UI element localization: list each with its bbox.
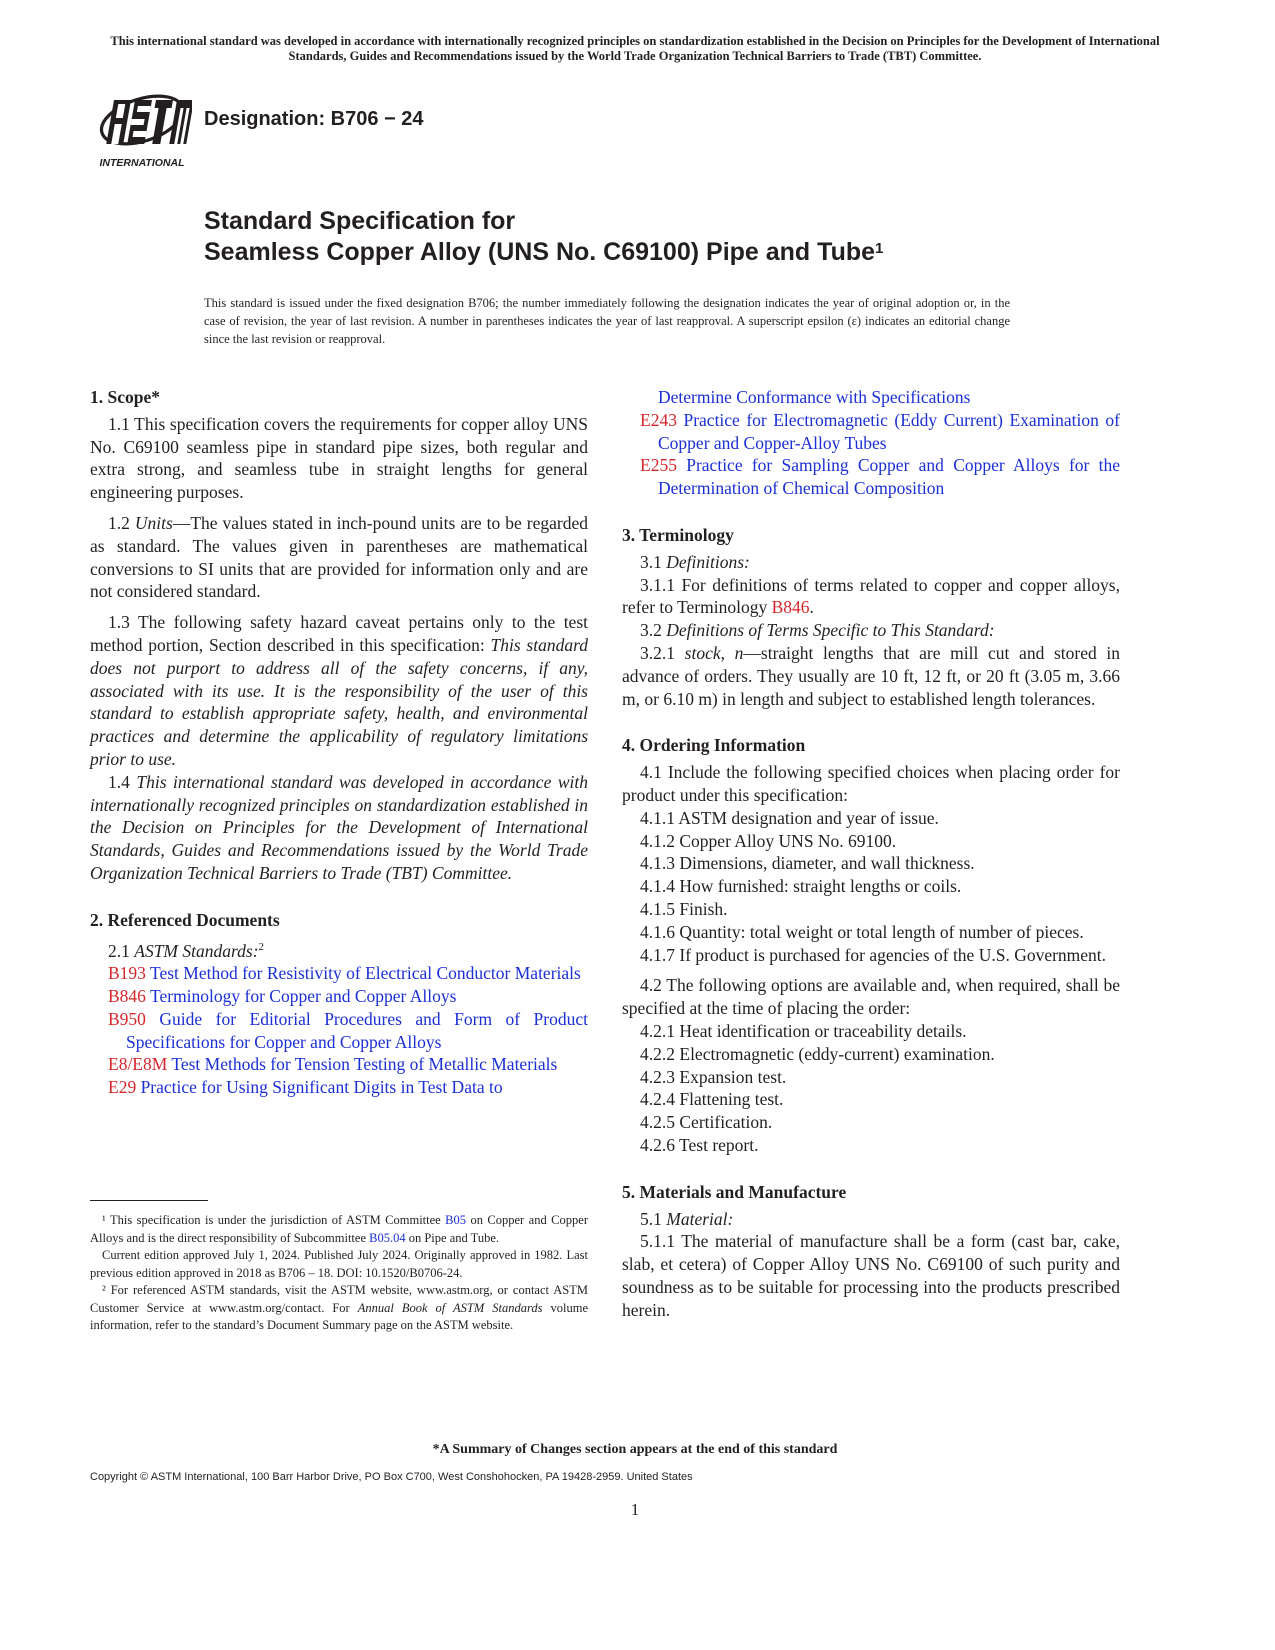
para-1-3: 1.3 The following safety hazard caveat pertains only to the test method portion, Section described in this specification: This standard does not purport to address all of the safety concerns, if any, associated with its use. It is the responsibility of the user of this standard to establish appropriate safety, health, and environmental practices and determine the applicability of regulatory limitations prior to use. xyxy=(90,612,588,769)
committee-link[interactable]: B05 xyxy=(445,1213,467,1227)
title-line-1: Standard Specification for xyxy=(204,207,516,235)
list-item: 4.2.4 Flattening test. xyxy=(640,1089,784,1110)
footnote-divider xyxy=(90,1200,208,1201)
list-item: 4.2.6 Test report. xyxy=(640,1134,759,1155)
footnotes xyxy=(90,1212,588,1335)
section-2-heading: 2. Referenced Documents xyxy=(90,909,280,930)
para-3-1-1: 3.1.1 For definitions of terms related to copper and copper alloys, refer to Terminology B846. xyxy=(622,574,1120,618)
para-5-1-1: 5.1.1 The material of manufacture shall be a form (cast bar, cake, slab, et cetera) of Copper Alloy UNS No. C69100 of such purity and soundness as to be suitable for processing into the products prescribed herein. xyxy=(622,1231,1120,1320)
section-5-heading: 5. Materials and Manufacture xyxy=(622,1181,847,1202)
international-standard-notice: This international standard was developed in accordance with internationally recognized principles on standardization established in the Decision on Principles for the Development of International Standards, Guides and Recommendations issued by the World Trade Organization Technical Barriers to Trade (TBT) Committee. xyxy=(110,34,1160,63)
ref-e243[interactable]: E243 Practice for Electromagnetic (Eddy Current) Examination of Copper and Copper-Alloy Tubes xyxy=(640,409,1120,453)
section-3-heading: 3. Terminology xyxy=(622,524,734,545)
right-column xyxy=(622,386,1120,1321)
footnote-2: ² For referenced ASTM standards, visit the ASTM website, www.astm.org, or contact ASTM Customer Service at www.astm.org/contact. For Annual Book of ASTM Standards volume information, refer to the standard’s Document Summary page on the ASTM website. xyxy=(90,1283,589,1332)
issuance-statement: This standard is issued under the fixed designation B706; the number immediately following the designation indicates the year of original adoption or, in the case of revision, the year of last revision. A number in parentheses indicates the year of last reapproval. A superscript epsilon (ε) indicates an editorial change since the last revision or reapproval. xyxy=(204,296,1010,346)
title-line-2: Seamless Copper Alloy (UNS No. C69100) Pipe and Tube$^1$ xyxy=(204,238,884,266)
para-3-2: 3.2 Definitions of Terms Specific to This Standard: xyxy=(640,620,995,641)
list-item: 4.1.1 ASTM designation and year of issue. xyxy=(640,807,939,828)
ref-b193[interactable]: B193 Test Method for Resistivity of Electrical Conductor Materials xyxy=(108,963,581,984)
para-3-2-1: 3.2.1 stock, n—straight lengths that are mill cut and stored in advance of orders. They usually are 10 ft, 12 ft, or 20 ft (3.05 m, 3.66 m, or 6.10 m) in length and subject to established length tolerances. xyxy=(622,642,1121,709)
ref-b846[interactable]: B846 Terminology for Copper and Copper Alloys xyxy=(108,985,457,1006)
ref-e29-continued[interactable]: Determine Conformance with Specifications xyxy=(658,387,971,407)
list-item: 4.2.1 Heat identification or traceability details. xyxy=(640,1020,967,1041)
subcommittee-link[interactable]: B05.04 xyxy=(369,1230,406,1245)
para-3-1: 3.1 Definitions: xyxy=(640,551,750,572)
copyright-line: Copyright © ASTM International, 100 Barr Harbor Drive, PO Box C700, West Conshohocken, PA 19428-2959. United States xyxy=(90,1471,693,1483)
ref-e29[interactable]: E29 Practice for Using Significant Digits in Test Data to xyxy=(108,1077,503,1098)
para-1-4: 1.4 This international standard was developed in accordance with internationally recognized principles on standardization established in the Decision on Principles for the Development of International Standards, Guides and Recommendations issued by the World Trade Organization Technical Barriers to Trade (TBT) Committee. xyxy=(90,771,589,883)
page-number: 1 xyxy=(630,1500,640,1519)
list-item: 4.2.3 Expansion test. xyxy=(640,1066,787,1087)
para-1-2: 1.2 Units—The values stated in inch-pound units are to be regarded as standard. The values given in parentheses are mathematical conversions to SI units that are provided for information only and are not considered standard. xyxy=(90,512,588,602)
page-title xyxy=(204,206,883,268)
list-item: 4.1.7 If product is purchased for agencies of the U.S. Government. xyxy=(640,944,1107,965)
para-1-1: 1.1 This specification covers the requirements for copper alloy UNS No. C69100 seamless pipe in standard pipe sizes, both regular and extra strong, and seamless tube in straight lengths for general engineering purposes. xyxy=(90,413,588,503)
footnote-1: ¹ This specification is under the jurisdiction of ASTM Committee B05 on Copper and Copper Alloys and is the direct responsibility of Subcommittee B05.04 on Pipe and Tube. xyxy=(90,1213,588,1245)
astm-logo xyxy=(92,84,192,174)
list-item: 4.2.2 Electromagnetic (eddy-current) examination. xyxy=(640,1043,995,1064)
list-item: 4.1.2 Copper Alloy UNS No. 69100. xyxy=(640,830,897,851)
section-1-heading: 1. Scope* xyxy=(90,387,160,407)
title-footnote-mark: 1 xyxy=(875,240,884,257)
designation: Designation: B706 − 24 xyxy=(204,108,424,130)
list-item: 4.1.3 Dimensions, diameter, and wall thickness. xyxy=(640,853,975,874)
ref-e255[interactable]: E255 Practice for Sampling Copper and Copper Alloys for the Determination of Chemical Composition xyxy=(640,455,1121,499)
list-item: 4.1.6 Quantity: total weight or total length of number of pieces. xyxy=(640,921,1084,942)
ref-e8[interactable]: E8/E8M Test Methods for Tension Testing of Metallic Materials xyxy=(108,1054,558,1075)
left-column xyxy=(90,386,588,1099)
logo-international-text: INTERNATIONAL xyxy=(99,157,185,169)
para-4-2: 4.2 The following options are available and, when required, shall be specified at the time of placing the order: xyxy=(622,975,1120,1019)
summary-of-changes-note: *A Summary of Changes section appears at the end of this standard xyxy=(432,1442,838,1457)
section-4-heading: 4. Ordering Information xyxy=(622,735,806,756)
para-4-1: 4.1 Include the following specified choices when placing order for product under this specification: xyxy=(622,762,1120,805)
list-item: 4.1.4 How furnished: straight lengths or coils. xyxy=(640,876,962,897)
terminology-b846-link[interactable]: B846 xyxy=(771,597,810,618)
list-item: 4.2.5 Certification. xyxy=(640,1112,773,1133)
ref-b950[interactable]: B950 Guide for Editorial Procedures and Form of Product Specifications for Copper and Copper Alloys xyxy=(108,1008,588,1052)
para-2-1: 2.1 ASTM Standards:$^2$ xyxy=(108,940,265,961)
para-5-1: 5.1 Material: xyxy=(640,1208,734,1229)
list-item: 4.1.5 Finish. xyxy=(640,898,728,919)
footnote-1-edition: Current edition approved July 1, 2024. Published July 2024. Originally approved in 1982. Last previous edition approved in 2018 as B706 – 18. DOI: 10.1520/B0706-24. xyxy=(90,1248,588,1280)
